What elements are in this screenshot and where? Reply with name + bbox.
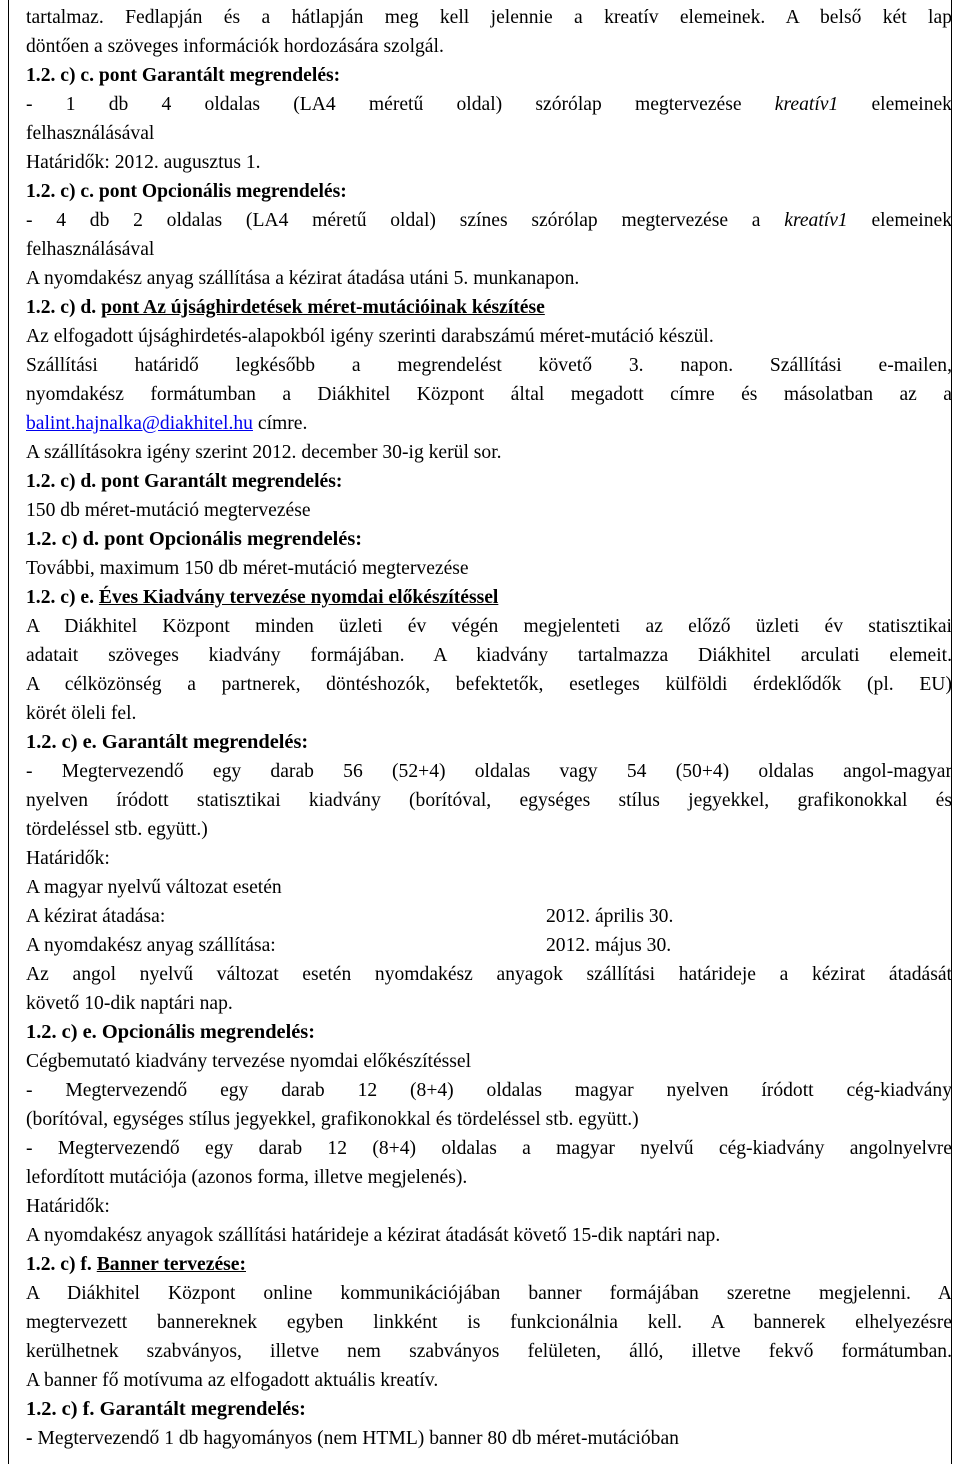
text-line: Az angol nyelvű változat esetén nyomdakész anyagok szállítási határideje a kézirat átadását [26, 964, 952, 985]
section-heading: 1.2. c) d. pont Az újsághirdetések méret-mutációinak készítése [26, 297, 545, 318]
text-line: felhasználásával [26, 239, 155, 260]
section-heading: 1.2. c) c. pont Opcionális megrendelés: [26, 181, 347, 202]
text-line: tördeléssel stb. együtt.) [26, 819, 208, 840]
text-line: A nyomdakész anyag szállítása a kézirat átadása utáni 5. munkanapon. [26, 268, 580, 289]
document-page [8, 0, 952, 1464]
text-line: - 4 db 2 oldalas (LA4 méretű oldal) színes szórólap megtervezése a kreatív1 elemeinek [26, 210, 952, 231]
text-line: A Diákhitel Központ minden üzleti év végén megjelenteti az előző üzleti év statisztikai [26, 616, 952, 637]
text-line: A magyar nyelvű változat esetén [26, 877, 282, 898]
text-line: megtervezett bannereknek egyben linkként is funkcionálnia kell. A bannerek elhelyezésre [26, 1312, 952, 1333]
text-line: A célközönség a partnerek, döntéshozók, befektetők, esetleges külföldi érdeklődők (pl. EU) [26, 674, 952, 695]
text-line: - Megtervezendő egy darab 12 (8+4) oldalas a magyar nyelvű cég-kiadvány angolnyelvre [26, 1138, 952, 1159]
text-line: felhasználásával [26, 123, 155, 144]
section-heading: 1.2. c) e. Éves Kiadvány tervezése nyomdai előkészítéssel [26, 587, 499, 608]
text-line: balint.hajnalka@diakhitel.hu címre. [26, 413, 308, 434]
section-heading: 1.2. c) e. Opcionális megrendelés: [26, 1021, 316, 1043]
text-line: nyelven íródott statisztikai kiadvány (borítóval, egységes stílus jegyekkel, grafikonokkal és [26, 790, 952, 811]
text-line: Az elfogadott újsághirdetés-alapokból igény szerinti darabszámú méret-mutáció készül. [26, 326, 714, 347]
text-line: tartalmaz. Fedlapján és a hátlapján meg kell jelennie a kreatív elemeinek. A belső két lap [26, 7, 952, 28]
email-link[interactable]: balint.hajnalka@diakhitel.hu [26, 413, 253, 434]
section-heading: 1.2. c) f. Garantált megrendelés: [26, 1398, 306, 1420]
deadline-row: A kézirat átadása: 2012. április 30. [26, 906, 674, 927]
text-line: kerülhetnek szabványos, illetve nem szabványos felületen, álló, illetve fekvő formátumban. [26, 1341, 952, 1362]
text-line: - Megtervezendő 1 db hagyományos (nem HTML) banner 80 db méret-mutációban [26, 1428, 679, 1449]
text-line: A banner fő motívuma az elfogadott aktuális kreatív. [26, 1370, 439, 1391]
section-heading: 1.2. c) e. Garantált megrendelés: [26, 731, 309, 753]
text-line: Határidők: [26, 1196, 110, 1217]
deadline-line: Határidők: 2012. augusztus 1. [26, 152, 261, 173]
text-line: A nyomdakész anyagok szállítási határideje a kézirat átadását követő 15-dik naptári nap. [26, 1225, 721, 1246]
text-line: - Megtervezendő egy darab 56 (52+4) oldalas vagy 54 (50+4) oldalas angol-magyar [26, 761, 952, 782]
document-body [26, 3, 952, 1453]
section-heading: 1.2. c) c. pont Garantált megrendelés: [26, 65, 341, 86]
text-line: lefordított mutációja (azonos forma, illetve megjelenés). [26, 1167, 468, 1188]
text-line: adatait szöveges kiadvány formájában. A kiadvány tartalmazza Diákhitel arculati elemeit. [26, 645, 952, 666]
text-line: Határidők: [26, 848, 110, 869]
text-line: Cégbemutató kiadvány tervezése nyomdai előkészítéssel [26, 1051, 472, 1072]
text-line: 150 db méret-mutáció megtervezése [26, 500, 311, 521]
section-heading: 1.2. c) d. pont Opcionális megrendelés: [26, 528, 363, 550]
text-line: nyomdakész formátumban a Diákhitel Központ által megadott címre és másolatban az a [26, 384, 952, 405]
section-heading: 1.2. c) d. pont Garantált megrendelés: [26, 471, 343, 492]
deadline-row: A nyomdakész anyag szállítása: 2012. május 30. [26, 935, 672, 956]
section-heading: 1.2. c) f. Banner tervezése: [26, 1254, 246, 1275]
text-line: A szállításokra igény szerint 2012. december 30-ig kerül sor. [26, 442, 502, 463]
text-line: - 1 db 4 oldalas (LA4 méretű oldal) szórólap megtervezése kreatív1 elemeinek [26, 94, 952, 115]
text-line: Szállítási határidő legkésőbb a megrendelést követő 3. napon. Szállítási e-mailen, [26, 355, 952, 376]
text-line: követő 10-dik naptári nap. [26, 993, 233, 1014]
text-line: döntően a szöveges információk hordozására szolgál. [26, 36, 444, 57]
text-line: További, maximum 150 db méret-mutáció megtervezése [26, 558, 469, 579]
text-line: A Diákhitel Központ online kommunikációjában banner formájában szeretne megjelenni. A [26, 1283, 952, 1304]
text-line: - Megtervezendő egy darab 12 (8+4) oldalas magyar nyelven íródott cég-kiadvány [26, 1080, 952, 1101]
text-line: (borítóval, egységes stílus jegyekkel, grafikonokkal és tördeléssel stb. együtt.) [26, 1109, 639, 1130]
text-line: körét öleli fel. [26, 703, 137, 724]
